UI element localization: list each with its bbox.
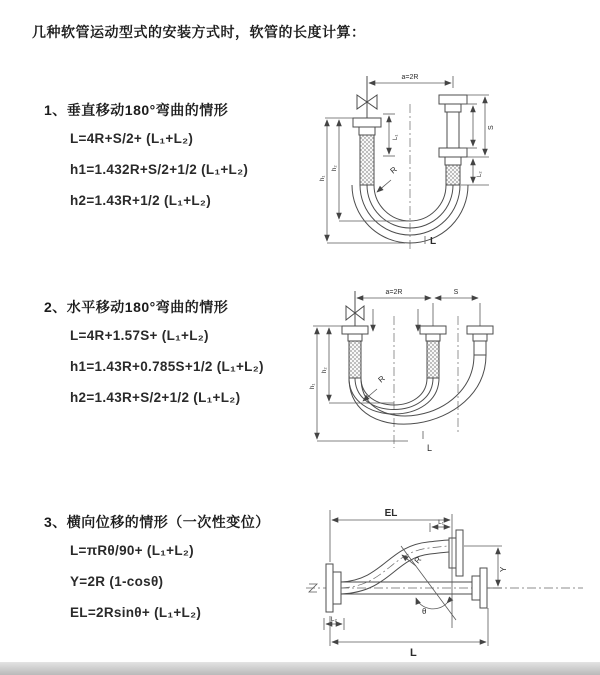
- flange: [439, 148, 467, 157]
- dim-label-r: R: [388, 164, 399, 176]
- dim-label-l2: L₂: [330, 616, 338, 623]
- dim-label-l: L: [427, 443, 433, 453]
- flange: [326, 564, 333, 612]
- dim-label-r: R: [376, 373, 387, 385]
- dim-label-a2r: a=2R: [401, 74, 419, 81]
- flange: [353, 118, 381, 127]
- formula-line: h1=1.432R+S/2+1/2 (L₁+L₂): [70, 162, 249, 177]
- dim-label-l1: L₁: [438, 519, 444, 526]
- dim-label-h1: h₁: [320, 175, 326, 181]
- dim-label-s: S: [488, 125, 495, 130]
- dim-label-l: L: [410, 647, 417, 659]
- hose-bend-moved: [349, 355, 486, 424]
- braided-hose: [427, 341, 439, 378]
- dim-label-l2: L₂: [477, 171, 483, 177]
- formula-line: h2=1.43R+S/2+1/2 (L₁+L₂): [70, 390, 241, 405]
- flange: [467, 326, 493, 334]
- dim-label-a2r: a=2R: [385, 289, 403, 296]
- page-title: 几种软管运动型式的安装方式时，软管的长度计算：: [32, 24, 366, 40]
- flange: [480, 568, 487, 608]
- braided-hose: [446, 165, 460, 185]
- dim-label-h2: h₂: [322, 367, 328, 373]
- hose-curved: [341, 540, 449, 582]
- dim-label-l1: L₁: [393, 134, 399, 140]
- dim-label-theta: θ: [422, 607, 427, 616]
- dim-label-h2: h₂: [332, 165, 338, 171]
- dim-label-l: L: [430, 236, 437, 247]
- flange: [456, 530, 463, 576]
- diagram-lateral-displacement: [298, 500, 598, 660]
- flange: [420, 326, 446, 334]
- braided-hose: [360, 135, 374, 185]
- section-2-formulas: [70, 328, 264, 421]
- formula-line: h1=1.43R+0.785S+1/2 (L₁+L₂): [70, 359, 264, 374]
- section-2-heading: 2、水平移动180°弯曲的情形: [44, 299, 229, 315]
- scan-edge-shadow: [0, 662, 600, 675]
- flange: [342, 326, 368, 334]
- formula-line: Y=2R (1-cosθ): [70, 574, 164, 589]
- dim-label-s: S: [453, 289, 459, 296]
- section-1-formulas: [70, 131, 248, 224]
- section-3-heading: 3、横向位移的情形（一次性变位）: [44, 514, 270, 530]
- braided-hose: [349, 341, 361, 378]
- diagram-horizontal-180-bend: [303, 283, 593, 458]
- formula-line: L=4R+1.57S+ (L₁+L₂): [70, 328, 209, 343]
- section-3-formulas: [70, 543, 201, 636]
- dim-label-h1: h₁: [310, 383, 316, 389]
- formula-line: L=πRθ/90+ (L₁+L₂): [70, 543, 194, 558]
- formula-line: L=4R+S/2+ (L₁+L₂): [70, 131, 194, 146]
- flange: [439, 95, 467, 104]
- formula-line: EL=2Rsinθ+ (L₁+L₂): [70, 605, 202, 620]
- dim-label-el: EL: [384, 508, 398, 519]
- diagram-vertical-180-bend: [305, 66, 585, 256]
- dim-label-r: R: [412, 555, 424, 566]
- dim-label-y: Y: [499, 566, 508, 572]
- section-1-heading: 1、垂直移动180°弯曲的情形: [44, 102, 229, 118]
- formula-line: h2=1.43R+1/2 (L₁+L₂): [70, 193, 212, 208]
